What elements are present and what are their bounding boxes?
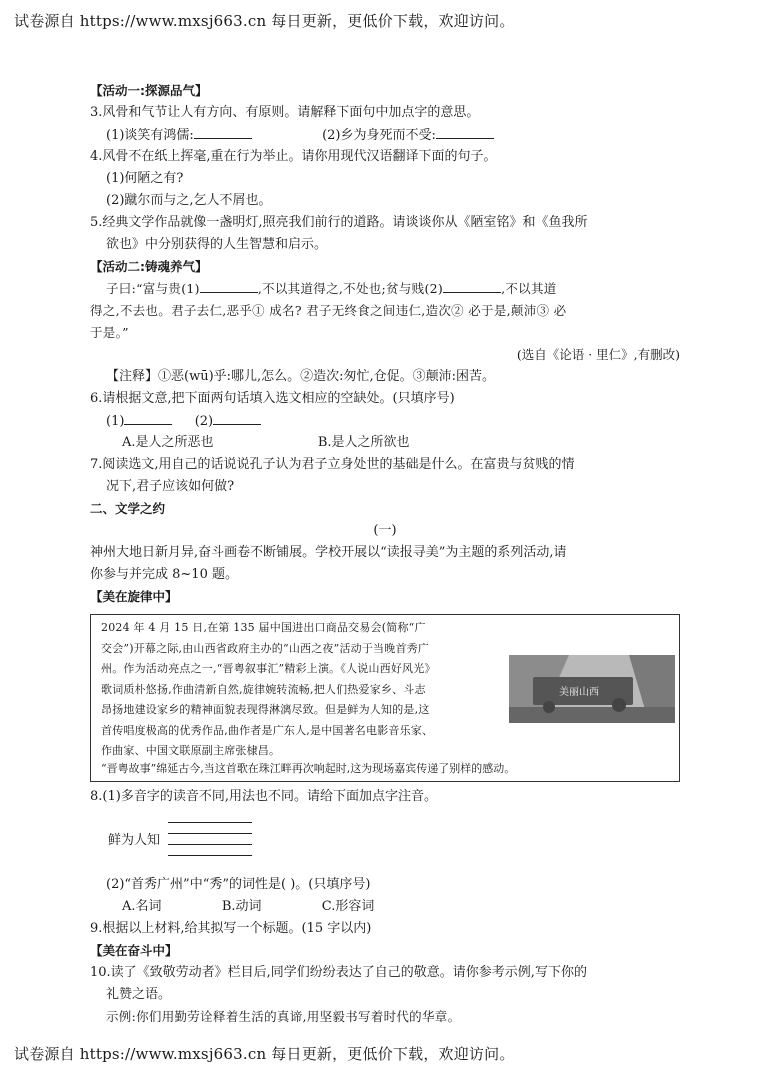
question-6: 6.请根据文意,把下面两句话填入选文相应的空缺处。(只填序号) [90, 391, 455, 406]
pinyin-line-2 [168, 833, 252, 834]
section2-title: 二、文学之约 [90, 501, 166, 516]
answer-blank [200, 278, 258, 293]
text-notes: 【注释】①恶(wū)乎:哪儿,怎么。②造次:匆忙,仓促。③颠沛:困苦。 [106, 369, 496, 384]
pinyin-line-1 [168, 822, 252, 823]
exam-content [90, 80, 680, 1028]
event-photo [509, 655, 675, 723]
news-text: 2024 年 4 月 15 日,在第 135 届中国进出口商品交易会(简称“广 交会”)开幕之际,由山西省政府主办的“山西之夜”活动于当晚首秀广 州。作为活动亮点之一,“晋粤叙事汇”精彩上演。《人说山西好风光》 歌词质朴悠扬,作曲清新自然,旋律婉转流畅,把人们热爱家乡、斗志 昂扬地建设家乡的精神面貌表现得淋漓尽致。但是鲜为人知的是,这 首传唱度极高的优秀作品,曲作者是广东人,是中国著名电影音乐家、 作曲家、中国文联原副主席张棣昌。 [101, 621, 436, 757]
activity2-title: 【活动二:铸魂养气】 [90, 259, 208, 274]
question-10-line1: 10.读了《致敬劳动者》栏目后,同学们纷纷表达了自己的敬意。请你参考示例,写下你的 [90, 965, 587, 980]
question-3-2: (2)乡为身死而不受: [322, 128, 436, 143]
question-8-1: 8.(1)多音字的读音不同,用法也不同。请给下面加点字注音。 [90, 789, 437, 804]
section2-subtitle: (一) [373, 523, 397, 538]
pinyin-line-3 [168, 844, 252, 845]
page-header: 试卷源自 https://www.mxsj663.cn 每日更新，更低价下载，欢迎访问。 [14, 12, 515, 30]
question-10-line2: 礼赞之语。 [106, 987, 172, 1002]
question-5-line1: 5.经典文学作品就像一盏明灯,照亮我们前行的道路。请谈谈你从《陋室铭》和《鱼我所 [90, 215, 588, 230]
question-3: 3.风骨和气节让人有方向、有原则。请解释下面句中加点字的意思。 [90, 105, 480, 120]
option-b: B.是人之所欲也 [317, 435, 410, 450]
section2-intro-line2: 你参与并完成 8~10 题。 [90, 567, 238, 582]
question-9: 9.根据以上材料,给其拟写一个标题。(15 字以内) [90, 921, 372, 936]
option-b: B.动词 [221, 899, 262, 914]
photo-caption: 美丽山西 [559, 687, 599, 698]
activity1-title: 【活动一:探源品气】 [90, 83, 208, 98]
answer-blank [124, 410, 172, 425]
question-8-options [90, 896, 680, 918]
polyphone-word: 鲜为人知 [108, 833, 161, 848]
question-4: 4.风骨不在纸上挥毫,重在行为举止。请你用现代汉语翻译下面的句子。 [90, 149, 497, 164]
question-7-line1: 7.阅读选文,用自己的话说说孔子认为君子立身处世的基础是什么。在富贵与贫贱的情 [90, 457, 575, 472]
answer-blank [436, 124, 494, 139]
question-4-1: (1)何陋之有? [106, 171, 184, 186]
answer-blank [443, 278, 501, 293]
answer-blank [194, 124, 252, 139]
event-photo-illustration [509, 655, 675, 723]
option-a: A.名词 [122, 899, 162, 914]
news-closing: “晋粤故事”绵延古今,当这首歌在珠江畔再次响起时,这为现场嘉宾传递了别样的感动。 [101, 762, 516, 775]
classical-text-line1: 子曰:“富与贵(1) ,不以其道得之,不处也;贫与贱(2) ,不以其道 [90, 278, 680, 300]
question-3-1: (1)谈笑有鸿儒: [106, 128, 194, 143]
melody-title: 【美在旋律中】 [90, 589, 178, 604]
text-source: (选自《论语 · 里仁》,有删改) [516, 347, 680, 362]
question-5-line2: 欲也》中分别获得的人生智慧和启示。 [106, 237, 328, 252]
question-3-items [90, 124, 680, 146]
pinyin-area [90, 808, 680, 874]
question-8-2: (2)“首秀广州”中“秀”的词性是( )。(只填序号) [106, 877, 371, 892]
section2-intro-line1: 神州大地日新月异,奋斗画卷不断铺展。学校开展以“读报寻美”为主题的系列活动,请 [90, 545, 567, 560]
struggle-title: 【美在奋斗中】 [90, 943, 178, 958]
classical-text-line3: 于是。” [90, 325, 129, 340]
page-footer: 试卷源自 https://www.mxsj663.cn 每日更新，更低价下载，欢迎访问。 [14, 1045, 515, 1063]
question-4-2: (2)蹴尔而与之,乞人不屑也。 [106, 193, 272, 208]
option-a: A.是人之所恶也 [122, 435, 214, 450]
answer-blank [213, 410, 261, 425]
question-6-options [90, 432, 680, 454]
option-c: C.形容词 [321, 899, 375, 914]
question-6-blanks: (1) (2) [90, 410, 680, 432]
question-10-example: 示例:你们用勤劳诠释着生活的真谛,用坚毅书写着时代的华章。 [106, 1009, 461, 1024]
question-7-line2: 况下,君子应该如何做? [106, 479, 235, 494]
classical-text-line2: 得之,不去也。君子去仁,恶乎① 成名? 君子无终食之间违仁,造次② 必于是,颠沛③ 必 [90, 303, 567, 318]
news-material-box [90, 614, 680, 782]
pinyin-line-4 [168, 855, 252, 856]
